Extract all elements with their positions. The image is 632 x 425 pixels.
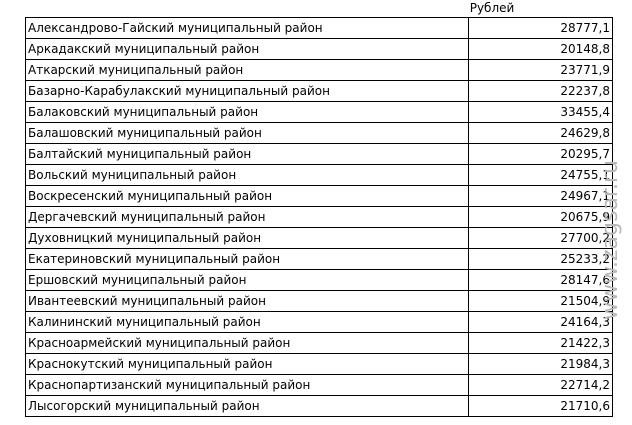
- value-cell: 22714,2: [469, 375, 613, 396]
- district-name-cell: Вольский муниципальный район: [26, 165, 469, 186]
- data-table: [25, 17, 613, 417]
- table-row: [26, 312, 613, 333]
- value-cell: 21984,3: [469, 354, 613, 375]
- district-name-cell: Аткарский муниципальный район: [26, 60, 469, 81]
- table-row: [26, 291, 613, 312]
- value-cell: 24629,8: [469, 123, 613, 144]
- table-row: [26, 270, 613, 291]
- district-name-cell: Аркадакский муниципальный район: [26, 39, 469, 60]
- table-row: [26, 396, 613, 417]
- value-cell: 33455,4: [469, 102, 613, 123]
- district-name-cell: Балтайский муниципальный район: [26, 144, 469, 165]
- district-name-cell: Екатериновский муниципальный район: [26, 249, 469, 270]
- table-body: [26, 18, 613, 417]
- table-row: [26, 144, 613, 165]
- value-cell: 20295,7: [469, 144, 613, 165]
- table-row: [26, 354, 613, 375]
- district-name-cell: Александрово-Гайский муниципальный район: [26, 18, 469, 39]
- table-row: [26, 60, 613, 81]
- district-name-cell: Калининский муниципальный район: [26, 312, 469, 333]
- district-name-cell: Балаковский муниципальный район: [26, 102, 469, 123]
- watermark-text: www.zagsar.ru: [598, 160, 623, 320]
- table-row: [26, 333, 613, 354]
- value-cell: 21422,3: [469, 333, 613, 354]
- table-row: [26, 228, 613, 249]
- district-name-cell: Красноармейский муниципальный район: [26, 333, 469, 354]
- value-cell: 21710,6: [469, 396, 613, 417]
- district-name-cell: Дергачевский муниципальный район: [26, 207, 469, 228]
- district-name-cell: Лысогорский муниципальный район: [26, 396, 469, 417]
- value-cell: 22237,8: [469, 81, 613, 102]
- district-name-cell: Краснопартизанский муниципальный район: [26, 375, 469, 396]
- district-name-cell: Базарно-Карабулакский муниципальный район: [26, 81, 469, 102]
- table-row: [26, 186, 613, 207]
- table-row: [26, 39, 613, 60]
- value-cell: 28147,6: [469, 270, 613, 291]
- table-row: [26, 165, 613, 186]
- value-cell: 20675,9: [469, 207, 613, 228]
- district-name-cell: Краснокутский муниципальный район: [26, 354, 469, 375]
- value-cell: 28777,1: [469, 18, 613, 39]
- value-cell: 24967,1: [469, 186, 613, 207]
- table-row: [26, 249, 613, 270]
- table-row: [26, 18, 613, 39]
- district-name-cell: Ивантеевский муниципальный район: [26, 291, 469, 312]
- table-row: [26, 81, 613, 102]
- table-header: [0, 0, 632, 17]
- value-cell: 23771,9: [469, 60, 613, 81]
- value-cell: 27700,2: [469, 228, 613, 249]
- value-cell: 21504,9: [469, 291, 613, 312]
- table-row: [26, 123, 613, 144]
- district-name-cell: Балашовский муниципальный район: [26, 123, 469, 144]
- unit-label: Рублей: [469, 1, 515, 15]
- value-cell: 20148,8: [469, 39, 613, 60]
- table-row: [26, 375, 613, 396]
- table-row: [26, 207, 613, 228]
- district-name-cell: Ершовский муниципальный район: [26, 270, 469, 291]
- value-cell: 25233,2: [469, 249, 613, 270]
- table-row: [26, 102, 613, 123]
- district-name-cell: Воскресенский муниципальный район: [26, 186, 469, 207]
- value-cell: 24164,3: [469, 312, 613, 333]
- district-name-cell: Духовницкий муниципальный район: [26, 228, 469, 249]
- value-cell: 24755,1: [469, 165, 613, 186]
